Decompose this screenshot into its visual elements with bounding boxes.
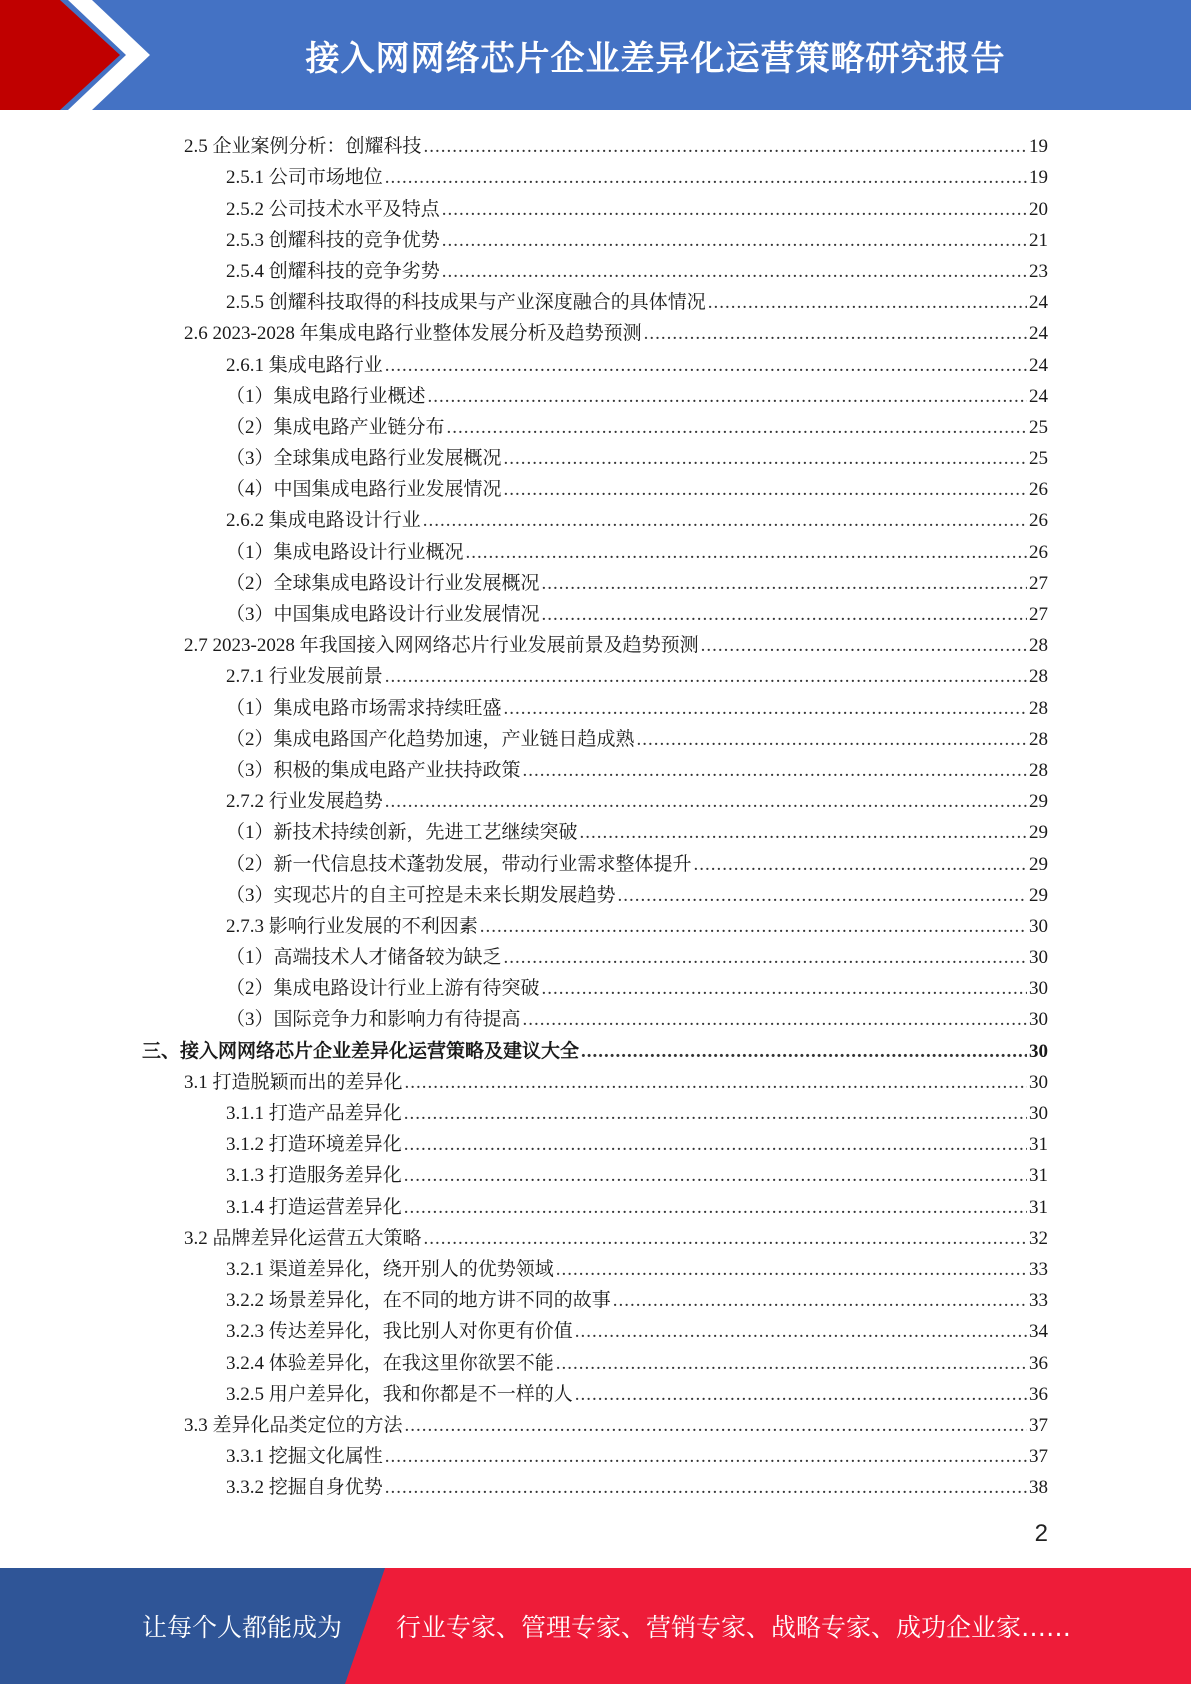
toc-leader-dots bbox=[404, 1165, 1027, 1187]
toc-entry-label: 3.2.2 场景差异化，在不同的地方讲不同的故事 bbox=[226, 1290, 611, 1312]
toc-entry-label: （2）新一代信息技术蓬勃发展，带动行业需求整体提升 bbox=[226, 853, 692, 875]
toc-entry[interactable] bbox=[142, 377, 1048, 408]
page-footer bbox=[0, 1568, 1191, 1684]
toc-entry-page: 38 bbox=[1029, 1477, 1048, 1499]
toc-entry[interactable] bbox=[142, 470, 1048, 501]
toc-entry-page: 25 bbox=[1029, 416, 1048, 438]
toc-leader-dots bbox=[542, 573, 1027, 595]
toc-entry-label: 2.7.2 行业发展趋势 bbox=[226, 791, 383, 813]
toc-entry[interactable] bbox=[142, 1094, 1048, 1125]
toc-leader-dots bbox=[708, 292, 1027, 314]
toc-entry-label: （3）实现芯片的自主可控是未来长期发展趋势 bbox=[226, 884, 616, 906]
footer-slogan-right: 行业专家、管理专家、营销专家、战略专家、成功企业家…… bbox=[396, 1613, 1072, 1642]
toc-entry-label: （1）集成电路行业概述 bbox=[226, 385, 426, 407]
toc-entry[interactable] bbox=[142, 1312, 1048, 1343]
toc-entry-page: 34 bbox=[1029, 1321, 1048, 1343]
toc-entry-label: 3.1.3 打造服务差异化 bbox=[226, 1165, 402, 1187]
toc-entry[interactable] bbox=[142, 1031, 1048, 1062]
toc-leader-dots bbox=[423, 510, 1027, 532]
toc-entry[interactable] bbox=[142, 626, 1048, 657]
toc-leader-dots bbox=[701, 635, 1027, 657]
toc-entry-page: 32 bbox=[1029, 1227, 1048, 1249]
toc-leader-dots bbox=[613, 1290, 1027, 1312]
toc-entry[interactable] bbox=[142, 314, 1048, 345]
toc-entry-label: （1）集成电路市场需求持续旺盛 bbox=[226, 697, 502, 719]
toc-entry-label: （3）国际竞争力和影响力有待提高 bbox=[226, 1009, 521, 1031]
toc-entry-label: （2）集成电路产业链分布 bbox=[226, 416, 445, 438]
toc-leader-dots bbox=[504, 698, 1027, 720]
toc-entry-page: 26 bbox=[1029, 479, 1048, 501]
toc-leader-dots bbox=[428, 386, 1027, 408]
toc-leader-dots bbox=[556, 1259, 1027, 1281]
toc-entry-page: 26 bbox=[1029, 510, 1048, 532]
toc-entry[interactable] bbox=[142, 969, 1048, 1000]
toc-entry-label: （3）中国集成电路设计行业发展情况 bbox=[226, 604, 540, 625]
toc-leader-dots bbox=[523, 1009, 1027, 1031]
toc-entry[interactable] bbox=[142, 1156, 1048, 1187]
toc-entry-label: 2.7.3 影响行业发展的不利因素 bbox=[226, 915, 478, 937]
toc-entry-label: 2.7.1 行业发展前景 bbox=[226, 666, 383, 688]
toc-entry-label: 3.3.1 挖掘文化属性 bbox=[226, 1446, 383, 1468]
toc-entry-page: 36 bbox=[1029, 1383, 1048, 1405]
toc-entry[interactable] bbox=[142, 158, 1048, 189]
toc-entry[interactable] bbox=[142, 1468, 1048, 1499]
toc-entry-page: 27 bbox=[1029, 572, 1048, 594]
toc-leader-dots bbox=[556, 1353, 1027, 1375]
toc-entry-page: 30 bbox=[1029, 1103, 1048, 1124]
toc-entry[interactable] bbox=[142, 657, 1048, 688]
toc-entry-page: 29 bbox=[1029, 853, 1048, 875]
toc-entry[interactable] bbox=[142, 501, 1048, 532]
toc-leader-dots bbox=[523, 760, 1027, 782]
toc-entry-page: 25 bbox=[1029, 448, 1048, 470]
toc-leader-dots bbox=[442, 199, 1027, 221]
toc-entry-page: 19 bbox=[1029, 167, 1048, 189]
toc-entry-label: 2.5.1 公司市场地位 bbox=[226, 167, 383, 189]
toc-entry-page: 31 bbox=[1029, 1134, 1048, 1156]
toc-entry-label: 3.2.3 传达差异化，我比别人对你更有价值 bbox=[226, 1321, 573, 1343]
toc-entry[interactable] bbox=[142, 1437, 1048, 1468]
toc-entry-label: （2）集成电路国产化趋势加速，产业链日趋成熟 bbox=[226, 728, 635, 750]
toc-entry-page: 37 bbox=[1029, 1446, 1048, 1468]
toc-entry-label: （3）积极的集成电路产业扶持政策 bbox=[226, 759, 521, 781]
toc-leader-dots bbox=[466, 542, 1027, 564]
toc-entry-page: 30 bbox=[1029, 947, 1048, 969]
toc-leader-dots bbox=[424, 1228, 1027, 1250]
toc-leader-dots bbox=[404, 1134, 1027, 1156]
table-of-contents bbox=[142, 127, 1048, 1499]
toc-entry-page: 30 bbox=[1029, 978, 1048, 1000]
toc-entry-page: 28 bbox=[1029, 697, 1048, 719]
toc-leader-dots bbox=[385, 355, 1027, 377]
toc-entry[interactable] bbox=[142, 1219, 1048, 1250]
toc-entry[interactable] bbox=[142, 221, 1048, 252]
toc-entry[interactable] bbox=[142, 688, 1048, 719]
toc-entry-page: 30 bbox=[1029, 1009, 1048, 1031]
toc-entry[interactable] bbox=[142, 564, 1048, 595]
toc-leader-dots bbox=[404, 1197, 1027, 1219]
toc-entry[interactable] bbox=[142, 782, 1048, 813]
toc-leader-dots bbox=[404, 1103, 1027, 1125]
toc-leader-dots bbox=[575, 1384, 1027, 1406]
toc-leader-dots bbox=[637, 729, 1027, 751]
toc-entry-label: 2.6 2023-2028 年集成电路行业整体发展分析及趋势预测 bbox=[184, 323, 642, 345]
toc-entry-label: 3.2.4 体验差异化，在我这里你欲罢不能 bbox=[226, 1352, 554, 1374]
toc-leader-dots bbox=[504, 448, 1027, 470]
toc-leader-dots bbox=[580, 822, 1027, 844]
toc-entry-label: 3.1.4 打造运营差异化 bbox=[226, 1196, 402, 1218]
toc-entry[interactable] bbox=[142, 938, 1048, 969]
toc-entry[interactable] bbox=[142, 283, 1048, 314]
toc-entry[interactable] bbox=[142, 189, 1048, 220]
toc-entry[interactable] bbox=[142, 1375, 1048, 1406]
toc-entry-label: 3.2 品牌差异化运营五大策略 bbox=[184, 1227, 422, 1249]
toc-entry-label: （1）高端技术人才储备较为缺乏 bbox=[226, 947, 502, 969]
toc-entry-page: 24 bbox=[1029, 323, 1048, 345]
toc-entry-label: 3.2.5 用户差异化，我和你都是不一样的人 bbox=[226, 1383, 573, 1405]
toc-entry-page: 30 bbox=[1029, 1071, 1048, 1093]
toc-entry-label: 3.3.2 挖掘自身优势 bbox=[226, 1477, 383, 1499]
toc-entry-page: 29 bbox=[1029, 884, 1048, 906]
toc-entry[interactable] bbox=[142, 595, 1048, 626]
toc-entry-page: 36 bbox=[1029, 1352, 1048, 1374]
toc-entry[interactable] bbox=[142, 1000, 1048, 1031]
page-number: 2 bbox=[1034, 1520, 1048, 1547]
toc-entry[interactable] bbox=[142, 720, 1048, 751]
toc-entry[interactable] bbox=[142, 408, 1048, 439]
toc-entry-page: 28 bbox=[1029, 666, 1048, 688]
report-title: 接入网网络芯片企业差异化运营策略研究报告 bbox=[305, 38, 1006, 79]
toc-entry[interactable] bbox=[142, 876, 1048, 907]
toc-leader-dots bbox=[618, 885, 1027, 907]
toc-leader-dots bbox=[694, 854, 1027, 876]
toc-entry[interactable] bbox=[142, 439, 1048, 470]
toc-entry-page: 24 bbox=[1029, 292, 1048, 314]
toc-leader-dots bbox=[385, 1446, 1027, 1468]
toc-entry[interactable] bbox=[142, 532, 1048, 563]
toc-entry-label: 3.2.1 渠道差异化，绕开别人的优势领域 bbox=[226, 1258, 554, 1280]
toc-entry-page: 28 bbox=[1029, 635, 1048, 657]
toc-leader-dots bbox=[542, 978, 1027, 1000]
toc-entry-page: 37 bbox=[1029, 1414, 1048, 1436]
toc-entry-label: （3）全球集成电路行业发展概况 bbox=[226, 448, 502, 470]
toc-entry-label: （4）中国集成电路行业发展情况 bbox=[226, 479, 502, 501]
toc-leader-dots bbox=[405, 1415, 1027, 1437]
toc-entry-page: 23 bbox=[1029, 260, 1048, 282]
page-header bbox=[0, 0, 1191, 110]
toc-entry-label: 2.7 2023-2028 年我国接入网网络芯片行业发展前景及趋势预测 bbox=[184, 635, 699, 657]
toc-entry-page: 31 bbox=[1029, 1165, 1048, 1187]
toc-leader-dots bbox=[575, 1321, 1027, 1343]
toc-entry[interactable] bbox=[142, 127, 1048, 158]
toc-entry-page: 19 bbox=[1029, 136, 1048, 158]
toc-entry-page: 31 bbox=[1029, 1196, 1048, 1218]
toc-entry-page: 20 bbox=[1029, 198, 1048, 220]
toc-entry-page: 26 bbox=[1029, 541, 1048, 563]
toc-leader-dots bbox=[447, 417, 1027, 439]
toc-entry-label: 2.5.2 公司技术水平及特点 bbox=[226, 198, 440, 220]
toc-leader-dots bbox=[385, 791, 1027, 813]
toc-entry[interactable] bbox=[142, 907, 1048, 938]
toc-entry[interactable] bbox=[142, 813, 1048, 844]
toc-entry[interactable] bbox=[142, 252, 1048, 283]
toc-entry[interactable] bbox=[142, 1125, 1048, 1156]
toc-leader-dots bbox=[424, 136, 1027, 158]
toc-entry-page: 28 bbox=[1029, 759, 1048, 781]
toc-entry-label: 2.5.5 创耀科技取得的科技成果与产业深度融合的具体情况 bbox=[226, 292, 706, 314]
toc-entry-label: 2.5.3 创耀科技的竞争优势 bbox=[226, 229, 440, 251]
toc-entry[interactable] bbox=[142, 345, 1048, 376]
toc-leader-dots bbox=[504, 947, 1027, 969]
toc-entry-label: 2.5 企业案例分析：创耀科技 bbox=[184, 136, 422, 158]
toc-entry[interactable] bbox=[142, 1343, 1048, 1374]
toc-entry-page: 28 bbox=[1029, 728, 1048, 750]
toc-leader-dots bbox=[581, 1041, 1027, 1063]
toc-leader-dots bbox=[385, 1477, 1027, 1499]
toc-entry-page: 29 bbox=[1029, 822, 1048, 844]
toc-entry-page: 21 bbox=[1029, 229, 1048, 251]
toc-entry-label: 3.3 差异化品类定位的方法 bbox=[184, 1414, 403, 1436]
toc-entry[interactable] bbox=[142, 751, 1048, 782]
toc-entry-label: 三、接入网网络芯片企业差异化运营策略及建议大全 bbox=[142, 1040, 580, 1062]
toc-entry-page: 24 bbox=[1029, 354, 1048, 376]
toc-entry-page: 24 bbox=[1029, 385, 1048, 407]
toc-entry-label: 2.6.1 集成电路行业 bbox=[226, 354, 383, 376]
toc-entry-label: （2）全球集成电路设计行业发展概况 bbox=[226, 572, 540, 594]
toc-entry[interactable] bbox=[142, 1187, 1048, 1218]
toc-entry-label: （1）集成电路设计行业概况 bbox=[226, 541, 464, 563]
toc-leader-dots bbox=[405, 1072, 1027, 1094]
toc-entry-page: 30 bbox=[1029, 1040, 1048, 1062]
toc-leader-dots bbox=[442, 230, 1027, 252]
toc-leader-dots bbox=[385, 167, 1027, 189]
toc-entry[interactable] bbox=[142, 1406, 1048, 1437]
toc-entry[interactable] bbox=[142, 1281, 1048, 1312]
toc-entry-page: 29 bbox=[1029, 791, 1048, 813]
toc-entry-label: 2.6.2 集成电路设计行业 bbox=[226, 510, 421, 532]
toc-entry[interactable] bbox=[142, 844, 1048, 875]
toc-entry-page: 33 bbox=[1029, 1290, 1048, 1312]
toc-entry-page: 30 bbox=[1029, 915, 1048, 937]
toc-leader-dots bbox=[385, 666, 1027, 688]
toc-entry-page: 27 bbox=[1029, 604, 1048, 625]
toc-entry-label: 2.5.4 创耀科技的竞争劣势 bbox=[226, 260, 440, 282]
toc-leader-dots bbox=[480, 916, 1027, 938]
footer-slogan-left: 让每个人都能成为 bbox=[142, 1613, 343, 1642]
toc-entry-label: （1）新技术持续创新，先进工艺继续突破 bbox=[226, 822, 578, 844]
toc-entry-page: 33 bbox=[1029, 1258, 1048, 1280]
toc-entry[interactable] bbox=[142, 1063, 1048, 1094]
toc-entry-label: （2）集成电路设计行业上游有待突破 bbox=[226, 978, 540, 1000]
toc-entry[interactable] bbox=[142, 1250, 1048, 1281]
toc-leader-dots bbox=[542, 604, 1027, 626]
toc-entry-label: 3.1.1 打造产品差异化 bbox=[226, 1103, 402, 1124]
toc-leader-dots bbox=[442, 261, 1027, 283]
toc-leader-dots bbox=[504, 479, 1027, 501]
toc-entry-label: 3.1.2 打造环境差异化 bbox=[226, 1134, 402, 1156]
toc-leader-dots bbox=[644, 323, 1027, 345]
toc-entry-label: 3.1 打造脱颖而出的差异化 bbox=[184, 1071, 403, 1093]
